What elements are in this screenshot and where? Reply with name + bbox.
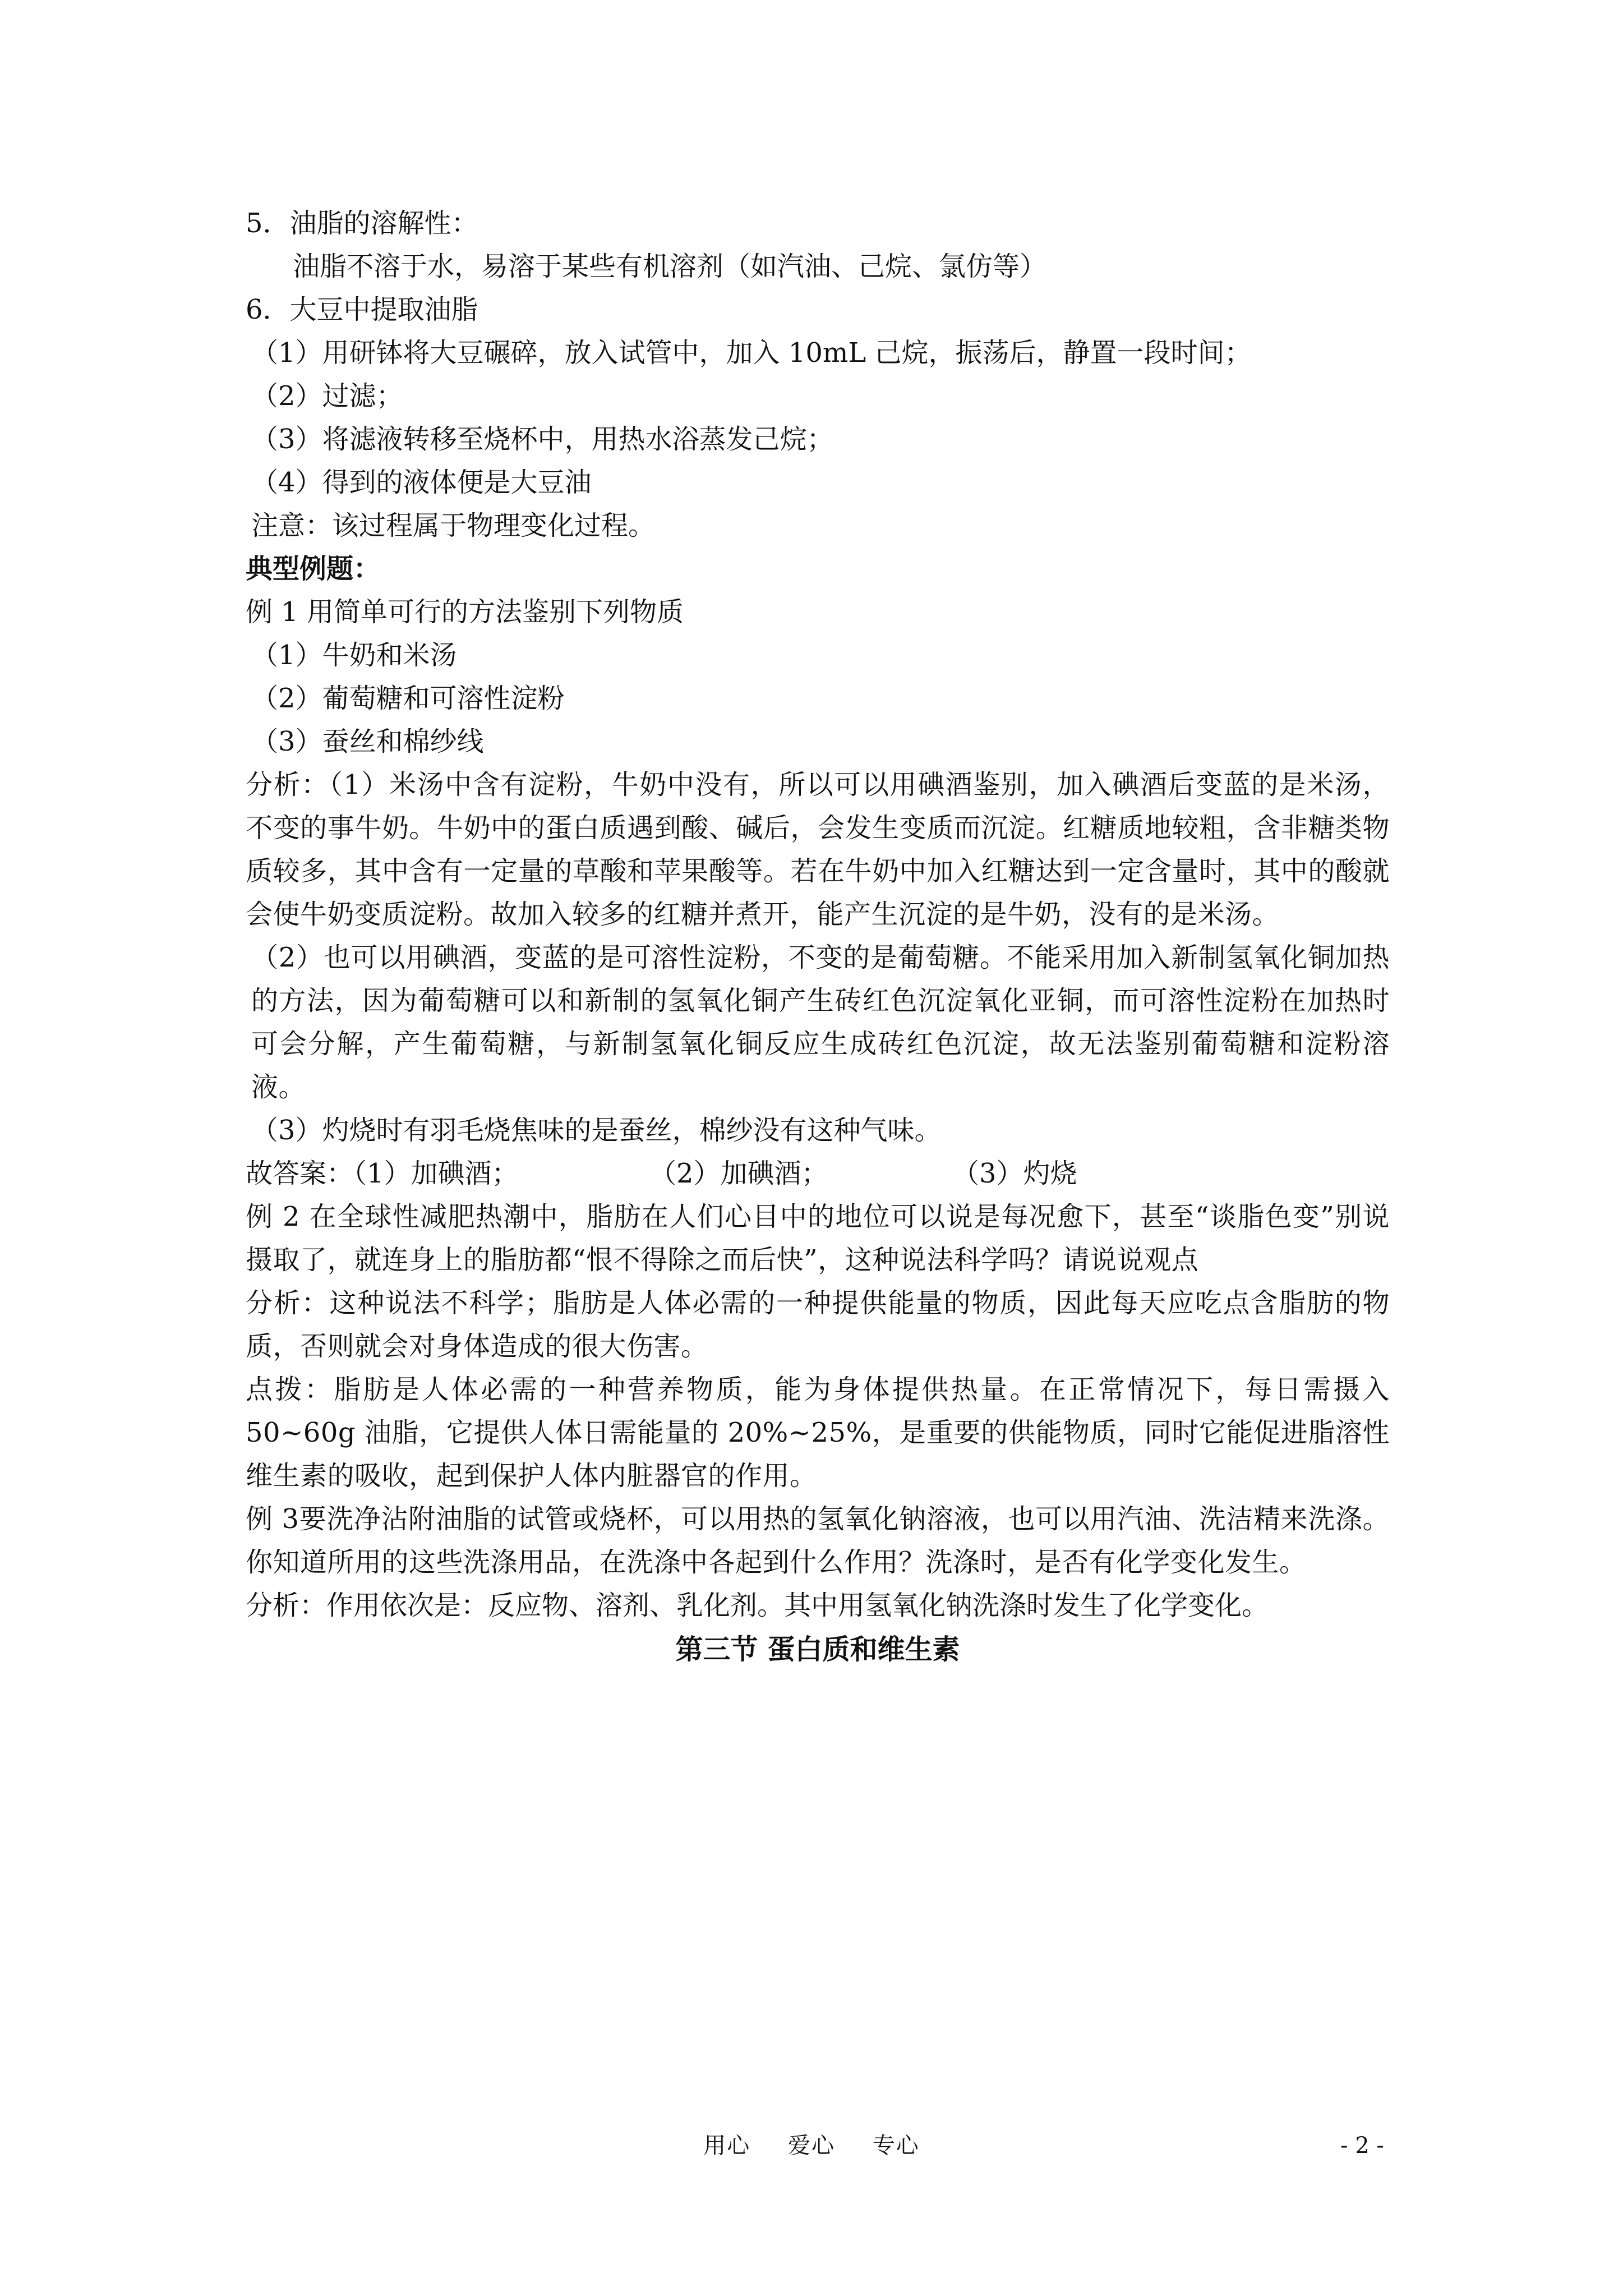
document-body — [246, 202, 1390, 1672]
item6-step-4: （4）得到的液体便是大豆油 — [251, 467, 592, 498]
item6-step-3: （3）将滤液转移至烧杯中，用热水浴蒸发己烷； — [251, 424, 834, 455]
example2-question: 例 2 在全球性减肥热潮中，脂肪在人们心目中的地位可以说是每况愈下，甚至“谈脂色变”别说摄取了，就连身上的脂肪都“恨不得除之而后快”，这种说法科学吗？请说说观点 — [246, 1201, 1390, 1276]
example3-question: 例 3要洗净沾附油脂的试管或烧杯，可以用热的氢氧化钠溶液，也可以用汽油、洗洁精来洗涤。你知道所用的这些洗涤用品，在洗涤中各起到什么作用？洗涤时，是否有化学变化发生。 — [246, 1503, 1390, 1578]
example1-item-2: （2）葡萄糖和可溶性淀粉 — [251, 683, 565, 714]
item6-note: 注意：该过程属于物理变化过程。 — [251, 510, 656, 541]
example2-tip: 点拨：脂肪是人体必需的一种营养物质，能为身体提供热量。在正常情况下，每日需摄入 50~60g 油脂，它提供人体日需能量的 20%~25%，是重要的供能物质，同时它能促进脂溶性维生素的吸收，起到保护人体内脏器官的作用。 — [246, 1374, 1390, 1492]
item5-title: 5．油脂的溶解性： — [246, 208, 478, 239]
example1-item-3: （3）蚕丝和棉纱线 — [251, 726, 484, 757]
example1-item-1: （1）牛奶和米汤 — [251, 639, 457, 671]
item6-step-1: （1）用研钵将大豆碾碎，放入试管中，加入 10mL 己烷，振荡后，静置一段时间； — [251, 337, 1252, 369]
example1-analysis-2: （2）也可以用碘酒，变蓝的是可溶性淀粉，不变的是葡萄糖。不能采用加入新制氢氧化铜加热的方法，因为葡萄糖可以和新制的氢氧化铜产生砖红色沉淀氧化亚铜，而可溶性淀粉在加热时可会分解，产生葡萄糖，与新制氢氧化铜反应生成砖红色沉淀，故无法鉴别葡萄糖和淀粉溶液。 — [251, 942, 1390, 1103]
examples-heading: 典型例题： — [246, 553, 381, 585]
example1-question: 例 1 用简单可行的方法鉴别下列物质 — [246, 596, 684, 628]
example1-answer-1: 故答案：（1）加碘酒； — [246, 1158, 519, 1189]
example3-analysis: 分析：作用依次是：反应物、溶剂、乳化剂。其中用氢氧化钠洗涤时发生了化学变化。 — [246, 1590, 1269, 1621]
item6-step-2: （2）过滤； — [251, 380, 403, 412]
page-number: - 2 - — [1340, 2133, 1384, 2159]
example1-answer-2: （2）加碘酒； — [649, 1158, 828, 1189]
footer-motto-3: 专心 — [872, 2133, 920, 2159]
example1-analysis-3: （3）灼烧时有羽毛烧焦味的是蚕丝，棉纱没有这种气味。 — [251, 1115, 942, 1146]
section-title: 第三节 蛋白质和维生素 — [675, 1634, 960, 1665]
example1-analysis-1: 分析：（1）米汤中含有淀粉，牛奶中没有，所以可以用碘酒鉴别，加入碘酒后变蓝的是米汤，不变的事牛奶。牛奶中的蛋白质遇到酸、碱后，会发生变质而沉淀。红糖质地较粗，含非糖类物质较多，其中含有一定量的草酸和苹果酸等。若在牛奶中加入红糖达到一定含量时，其中的酸就会使牛奶变质淀粉。故加入较多的红糖并煮开，能产生沉淀的是牛奶，没有的是米汤。 — [246, 769, 1390, 930]
example1-answers — [246, 1152, 1390, 1195]
footer-motto-2: 爱心 — [788, 2133, 835, 2159]
item6-title: 6．大豆中提取油脂 — [246, 294, 478, 325]
example2-analysis: 分析：这种说法不科学；脂肪是人体必需的一种提供能量的物质，因此每天应吃点含脂肪的物质，否则就会对身体造成的很大伤害。 — [246, 1287, 1390, 1362]
item5-body: 油脂不溶于水，易溶于某些有机溶剂（如汽油、己烷、氯仿等） — [293, 251, 1047, 282]
footer-motto-1: 用心 — [703, 2133, 751, 2159]
example1-answer-3: （3）灼烧 — [952, 1158, 1077, 1189]
